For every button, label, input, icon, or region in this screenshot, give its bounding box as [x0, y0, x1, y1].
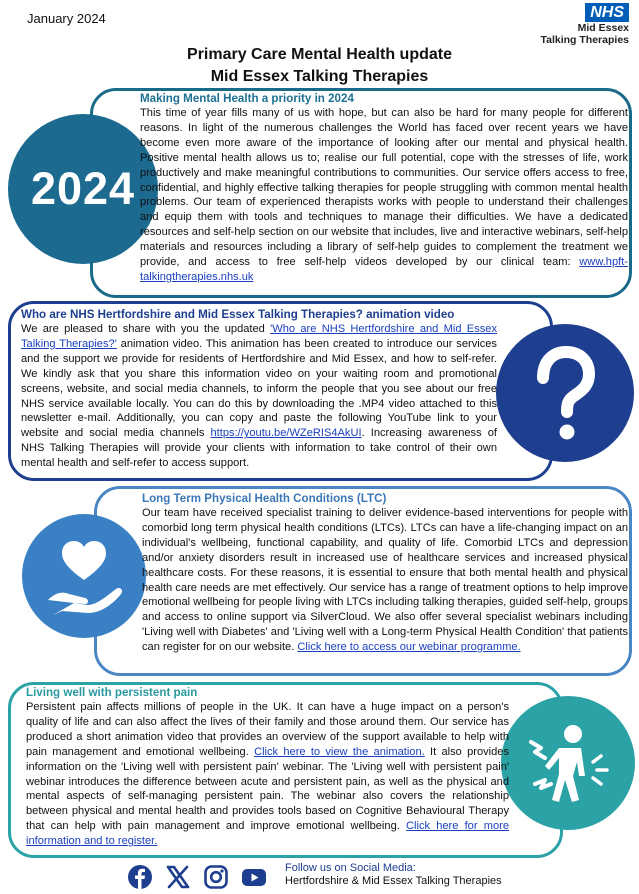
- animation-video-link[interactable]: 'Who are NHS Hertfordshire and Mid Essex Talking Therapies?': [21, 323, 498, 350]
- section-3-text: Our team have received specialist training to deliver evidence-based interventions for people with comorbid long term physical health conditions (LTCs). LTCs can have a life-changing impact on an individual's wellbeing, functional capability, and quality of life. Comorbid LTCs and depression and/or anxiety disorders result in increased use of healthcare services and increased physical healthcare costs. For these reasons, it is essential to ensure that both mental health and physical health care needs are met effectively. Our service has a range of treatment options to help improve emotional wellbeing for people living with LTCs including talking therapies, guided self-help, groups and access to online support via SilverCloud. We also offer several specialist webinars including 'Living well with Diabetes' and 'Living well with a Long-term Physical Health Condition' that patients can register for on our website.: [142, 507, 628, 654]
- youtube-icon[interactable]: [241, 864, 267, 890]
- section-2-text-a: We are pleased to share with you the updated: [21, 323, 271, 335]
- section-4-heading: Living well with persistent pain: [26, 686, 198, 699]
- youtube-link[interactable]: https://youtu.be/WZeRIS4AkUI: [210, 427, 362, 440]
- section-1-content: [140, 92, 628, 285]
- org-name: Hertfordshire & Mid Essex Talking Therapies: [285, 875, 502, 887]
- section-3-heading: Long Term Physical Health Conditions (LTC): [142, 492, 387, 505]
- nhs-badge: NHS: [585, 3, 629, 22]
- follow-label: Follow us on Social Media:: [285, 862, 416, 874]
- section-4-text-a: Persistent pain affects millions of people in the UK. It can have a huge impact on a person's quality of life and can also affect the lives of their family and those around them. Our service has produced a short animation video that provides an overview of the support available to help with pain management and emotional wellbeing.: [26, 701, 509, 758]
- section-4-text-b: It also provides information on the 'Living well with persistent pain' webinar. The 'Living well with persistent pain' webinar introduces the difference between acute and persistent pain, as well as the physical and mental aspects of self-managing persistent pain. The webinar also covers the relationship between physical and mental health and provides tools based on Cognitive Behavioural Therapy that can help with pain management and improve emotional wellbeing.: [26, 745, 510, 833]
- section-1-heading: Making Mental Health a priority in 2024: [140, 92, 354, 105]
- section-2-text-b: animation video. This animation has been created to introduce our services and the support we provide for residents of Hertfordshire and Mid Essex, and how to self-refer. We kindly ask that you share this information video on your waiting room and promotional screens, website, and social media channels, to inform the people that you see about our free NHS service available locally. You can do this by downloading the .MP4 video attached to this newsletter e-mail. Additionally, you can copy and paste the following YouTube link to your website and social media channels: [21, 337, 497, 440]
- website-link[interactable]: www.hpft-talkingtherapies.nhs.uk: [140, 256, 628, 283]
- page-title: Primary Care Mental Health update: [187, 46, 452, 63]
- person-in-pain-icon: [501, 696, 635, 830]
- section-1-text: This time of year fills many of us with hope, but can also be hard for many people for different reasons. In light of the numerous challenges the World has faced over recent years we have become even more aware of the importance of looking after our mental and physical health. Positive mental health allows us to; realise our full potential, cope with the stresses of life, work productively and make meaningful contributions to communities. Our service offers access to free, confidential, and highly effective talking therapies for people struggling with common mental health problems. Our team of experienced therapists works with people to understand their challenges and equip them with tools and techniques to manage their difficulties. We have a dedicated resources and self-help section on our website that includes, live and interactive webinars, self-help materials and resources including a library of self-help guides to complement the treatment we provide, and access to free self-help videos developed by our clinical team:: [140, 107, 628, 269]
- section-1-body: [140, 106, 628, 285]
- heart-in-hand-icon: [22, 514, 146, 638]
- section-2-heading: Who are NHS Hertfordshire and Mid Essex Talking Therapies? animation video: [21, 308, 455, 321]
- section-2-body: [21, 322, 497, 471]
- facebook-icon[interactable]: [127, 864, 153, 890]
- page-subtitle: Mid Essex Talking Therapies: [210, 68, 429, 85]
- register-link[interactable]: Click here for more information and to register.: [26, 820, 509, 848]
- newsletter-date: January 2024: [27, 11, 106, 26]
- webinar-programme-link[interactable]: Click here to access our webinar programme.: [297, 641, 521, 654]
- view-animation-link[interactable]: Click here to view the animation.: [254, 745, 425, 758]
- question-mark-icon: [496, 324, 634, 462]
- section-3-body: [142, 506, 628, 655]
- x-icon[interactable]: [165, 864, 191, 890]
- section-2-content: [21, 308, 497, 471]
- year-2024-badge: [8, 114, 158, 264]
- nhs-logo: [519, 3, 629, 46]
- logo-line-2: Talking Therapies: [540, 34, 629, 46]
- section-4-body: [26, 700, 509, 849]
- section-3-content: [142, 492, 628, 655]
- logo-line-1: Mid Essex: [577, 22, 629, 34]
- year-2024-text: 2024: [30, 163, 136, 214]
- section-4-content: [26, 686, 509, 849]
- social-media-caption: [285, 862, 502, 888]
- section-2-text-c: . Increasing awareness of NHS Talking Therapies will provide your clients with information to take control of their own mental health and self-refer to access support.: [21, 427, 497, 470]
- instagram-icon[interactable]: [203, 864, 229, 890]
